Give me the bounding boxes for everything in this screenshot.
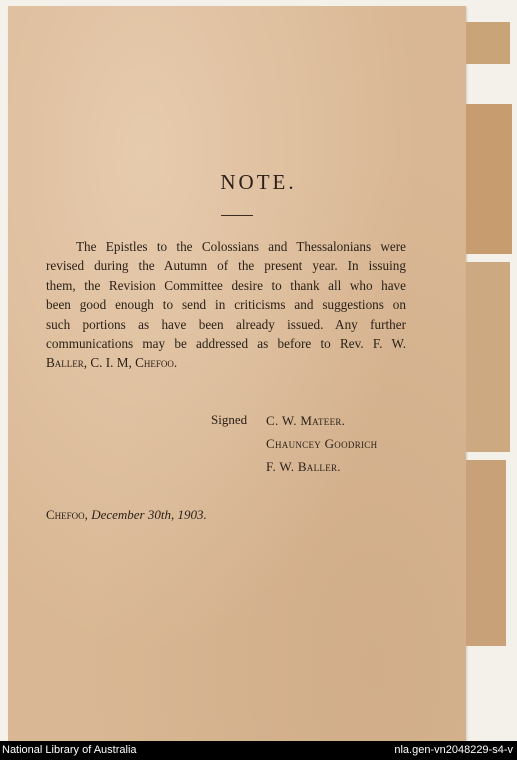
document-page [8,6,466,741]
paper-fragment [466,262,510,452]
note-title: NOTE. [220,170,297,194]
body-line: been good enough to send in criticisms and suggestions on [46,297,406,313]
signed-label: Signed [211,412,248,427]
body-line: communications may be addressed as before to Rev. F. W. [46,336,406,352]
footer-identifier: nla.gen-vn2048229-s4-v [394,744,513,756]
body-line: revised during the Autumn of the present year. In issuing [46,258,406,274]
signatory-name: C. W. Mateer. [266,413,346,428]
body-line: Baller, C. I. M, Chefoo. [46,355,178,371]
footer-library-name: National Library of Australia [2,744,137,756]
title-rule [221,215,253,216]
paper-fragment [466,22,510,64]
paper-fragment [466,460,506,646]
body-line: them, the Revision Committee desire to thank all who have [46,277,406,293]
dateline-date: December 30th, 1903. [91,507,207,522]
footer-bar [0,741,517,760]
note-body [46,237,406,373]
body-line: such portions as have been already issued. Any further [46,316,406,332]
body-line: The Epistles to the Colossians and Thessalonians were [76,239,406,254]
dateline [46,507,207,523]
dateline-place: Chefoo, [46,507,88,522]
signatory-name: Chauncey Goodrich [266,436,378,451]
signatory-name: F. W. Baller. [266,459,341,474]
